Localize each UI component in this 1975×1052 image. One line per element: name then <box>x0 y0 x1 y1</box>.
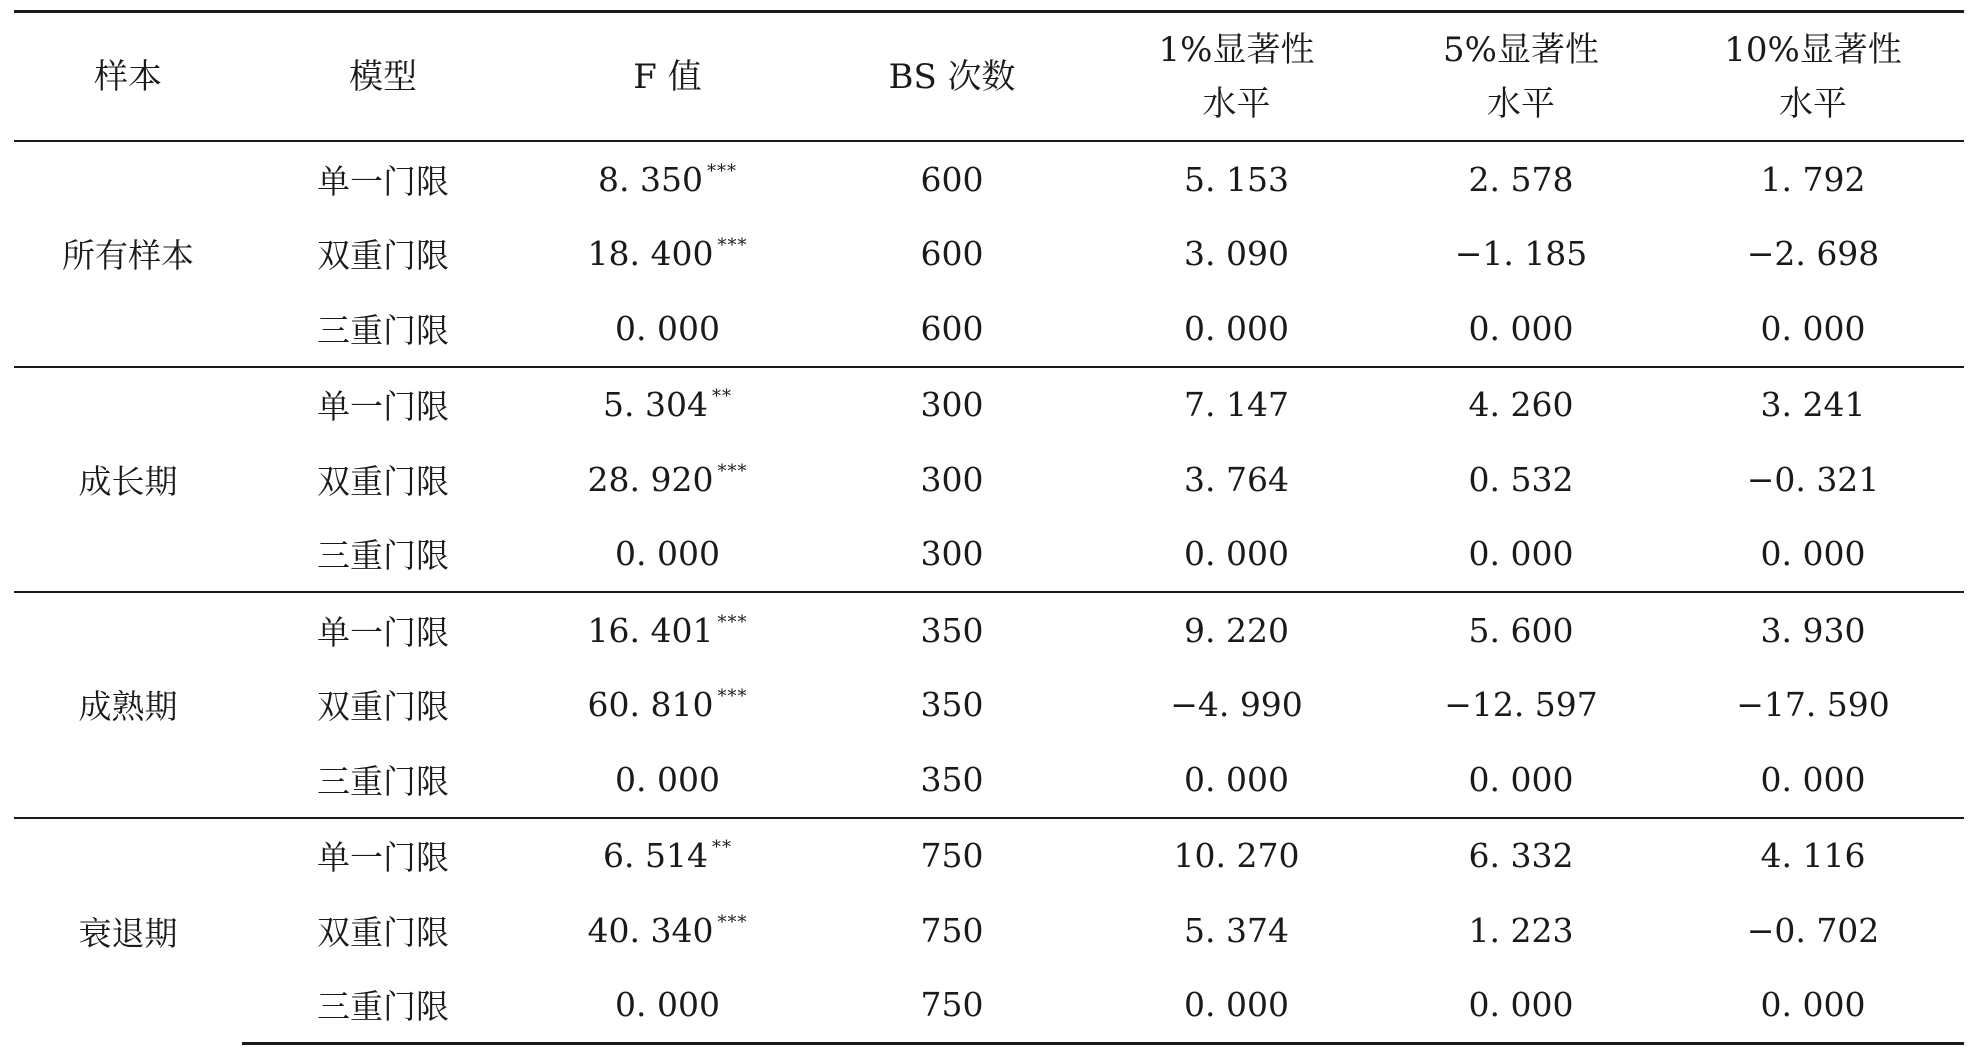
f-value-cell <box>524 742 811 818</box>
significance-marker: *** <box>717 235 748 257</box>
model-cell: 单一门限 <box>242 367 524 443</box>
table-row <box>14 592 1964 668</box>
model-cell: 双重门限 <box>317 236 449 276</box>
table-body <box>14 141 1964 1044</box>
threshold-test-table <box>14 10 1964 1045</box>
level-10pct-cell: −17. 590 <box>1736 685 1890 725</box>
significance-marker: *** <box>717 686 748 708</box>
header-bs-count <box>811 12 1093 142</box>
header-line: 1%显著性 <box>1158 29 1315 70</box>
f-value: 0. 000 <box>615 534 720 574</box>
significance-marker: *** <box>717 611 748 633</box>
level-5pct-cell: 1. 223 <box>1468 910 1574 950</box>
model-cell: 三重门限 <box>317 310 449 350</box>
f-value-cell <box>524 367 811 443</box>
table-row <box>14 893 1964 968</box>
f-value: 16. 401 <box>587 610 714 650</box>
table-row <box>14 668 1964 743</box>
table-row <box>14 367 1964 443</box>
level-1pct-cell: 10. 270 <box>1093 818 1380 894</box>
bs-count-cell: 750 <box>811 968 1093 1044</box>
level-10pct-cell: 0. 000 <box>1760 308 1866 348</box>
model-cell: 双重门限 <box>317 687 449 727</box>
sample-cell: 衰退期 <box>14 818 242 1044</box>
table-row <box>14 818 1964 894</box>
f-value: 40. 340 <box>587 910 714 950</box>
f-value: 0. 000 <box>615 759 720 799</box>
bs-count-cell: 350 <box>920 685 984 725</box>
model-cell: 单一门限 <box>317 161 449 201</box>
f-value-cell <box>524 217 811 292</box>
level-1pct-cell: 0. 000 <box>1093 968 1380 1044</box>
f-value-cell <box>524 442 811 517</box>
f-value: 6. 514 <box>603 836 708 876</box>
level-5pct-cell: 5. 600 <box>1380 592 1662 668</box>
f-value: 60. 810 <box>587 685 714 725</box>
sample-cell: 成长期 <box>14 367 242 593</box>
f-value-cell <box>524 517 811 593</box>
level-1pct-cell: −4. 990 <box>1170 685 1303 725</box>
level-5pct-cell: 4. 260 <box>1380 367 1662 443</box>
table-row <box>14 141 1964 217</box>
f-value-cell <box>524 141 811 217</box>
f-value: 8. 350 <box>598 159 703 199</box>
header-line: 模型 <box>349 56 417 97</box>
header-line: 10%显著性 <box>1724 29 1902 70</box>
level-10pct-cell: −0. 702 <box>1746 910 1880 950</box>
table-row <box>14 742 1964 818</box>
level-10pct-cell: 0. 000 <box>1662 968 1964 1044</box>
header-line: 水平 <box>1779 83 1847 124</box>
bs-count-cell: 600 <box>920 159 984 199</box>
f-value-cell <box>524 291 811 367</box>
f-value: 0. 000 <box>615 985 720 1025</box>
level-10pct-cell: −0. 321 <box>1746 459 1880 499</box>
level-10pct-cell: 3. 241 <box>1662 367 1964 443</box>
header-line: F 值 <box>633 56 702 97</box>
header-line: 水平 <box>1487 83 1555 124</box>
model-cell: 双重门限 <box>317 461 449 501</box>
table-row <box>14 517 1964 593</box>
level-1pct-cell: 0. 000 <box>1184 759 1289 799</box>
level-10pct-cell: 3. 930 <box>1662 592 1964 668</box>
level-1pct-cell: 5. 374 <box>1184 910 1289 950</box>
header-1pct-level <box>1093 12 1380 142</box>
f-value-cell <box>524 893 811 968</box>
significance-marker: *** <box>717 460 748 482</box>
level-5pct-cell: 2. 578 <box>1468 159 1574 199</box>
table-row <box>14 442 1964 517</box>
bs-count-cell: 750 <box>811 818 1093 894</box>
f-value-cell <box>524 668 811 743</box>
level-10pct-cell: 4. 116 <box>1662 818 1964 894</box>
bs-count-cell: 600 <box>920 234 984 274</box>
level-5pct-cell: 0. 000 <box>1468 759 1574 799</box>
table-row <box>14 291 1964 367</box>
bs-count-cell: 350 <box>920 759 984 799</box>
level-5pct-cell: 0. 000 <box>1468 308 1574 348</box>
f-value: 5. 304 <box>603 385 708 425</box>
header-sample <box>14 12 242 142</box>
header-10pct-level <box>1662 12 1964 142</box>
header-line: 样本 <box>94 56 162 97</box>
model-cell: 三重门限 <box>242 968 524 1044</box>
header-5pct-level <box>1380 12 1662 142</box>
level-10pct-cell: 0. 000 <box>1760 759 1866 799</box>
bs-count-cell: 600 <box>920 308 984 348</box>
bs-count-cell: 300 <box>811 367 1093 443</box>
header-f-value <box>524 12 811 142</box>
table-header <box>14 12 1964 142</box>
model-cell: 三重门限 <box>317 536 449 576</box>
level-1pct-cell: 3. 090 <box>1184 234 1289 274</box>
level-1pct-cell: 3. 764 <box>1184 459 1289 499</box>
level-10pct-cell: 1. 792 <box>1760 159 1866 199</box>
f-value: 0. 000 <box>615 308 720 348</box>
bs-count-cell: 300 <box>920 534 984 574</box>
level-5pct-cell: 0. 000 <box>1380 968 1662 1044</box>
bs-count-cell: 350 <box>811 592 1093 668</box>
f-value: 28. 920 <box>587 459 714 499</box>
f-value-cell <box>524 592 811 668</box>
level-5pct-cell: 0. 532 <box>1468 459 1574 499</box>
level-1pct-cell: 5. 153 <box>1184 159 1289 199</box>
model-cell: 三重门限 <box>317 761 449 801</box>
f-value-cell <box>524 818 811 894</box>
level-1pct-cell: 9. 220 <box>1093 592 1380 668</box>
significance-marker: ** <box>711 837 732 859</box>
level-1pct-cell: 0. 000 <box>1184 308 1289 348</box>
level-10pct-cell: −2. 698 <box>1746 234 1880 274</box>
level-1pct-cell: 0. 000 <box>1184 534 1289 574</box>
sample-cell: 所有样本 <box>62 236 194 276</box>
significance-marker: *** <box>717 911 748 933</box>
bs-count-cell: 750 <box>920 910 984 950</box>
significance-marker: *** <box>706 160 737 182</box>
header-line: 水平 <box>1202 83 1271 124</box>
level-5pct-cell: 6. 332 <box>1380 818 1662 894</box>
level-5pct-cell: −1. 185 <box>1454 234 1588 274</box>
table-row <box>14 217 1964 292</box>
header-line: 5%显著性 <box>1443 29 1599 70</box>
threshold-test-table-container <box>14 10 1964 1045</box>
sample-cell: 成熟期 <box>14 592 242 818</box>
model-cell: 单一门限 <box>242 818 524 894</box>
level-5pct-cell: −12. 597 <box>1444 685 1598 725</box>
model-cell: 单一门限 <box>242 592 524 668</box>
header-line: BS 次数 <box>888 56 1016 97</box>
f-value: 18. 400 <box>587 234 714 274</box>
model-cell: 双重门限 <box>317 912 449 952</box>
level-1pct-cell: 7. 147 <box>1093 367 1380 443</box>
significance-marker: ** <box>711 386 732 408</box>
header-model <box>242 12 524 142</box>
table-row <box>14 968 1964 1044</box>
header-row <box>14 12 1964 142</box>
bs-count-cell: 300 <box>920 459 984 499</box>
level-10pct-cell: 0. 000 <box>1760 534 1866 574</box>
f-value-cell <box>524 968 811 1044</box>
level-5pct-cell: 0. 000 <box>1468 534 1574 574</box>
